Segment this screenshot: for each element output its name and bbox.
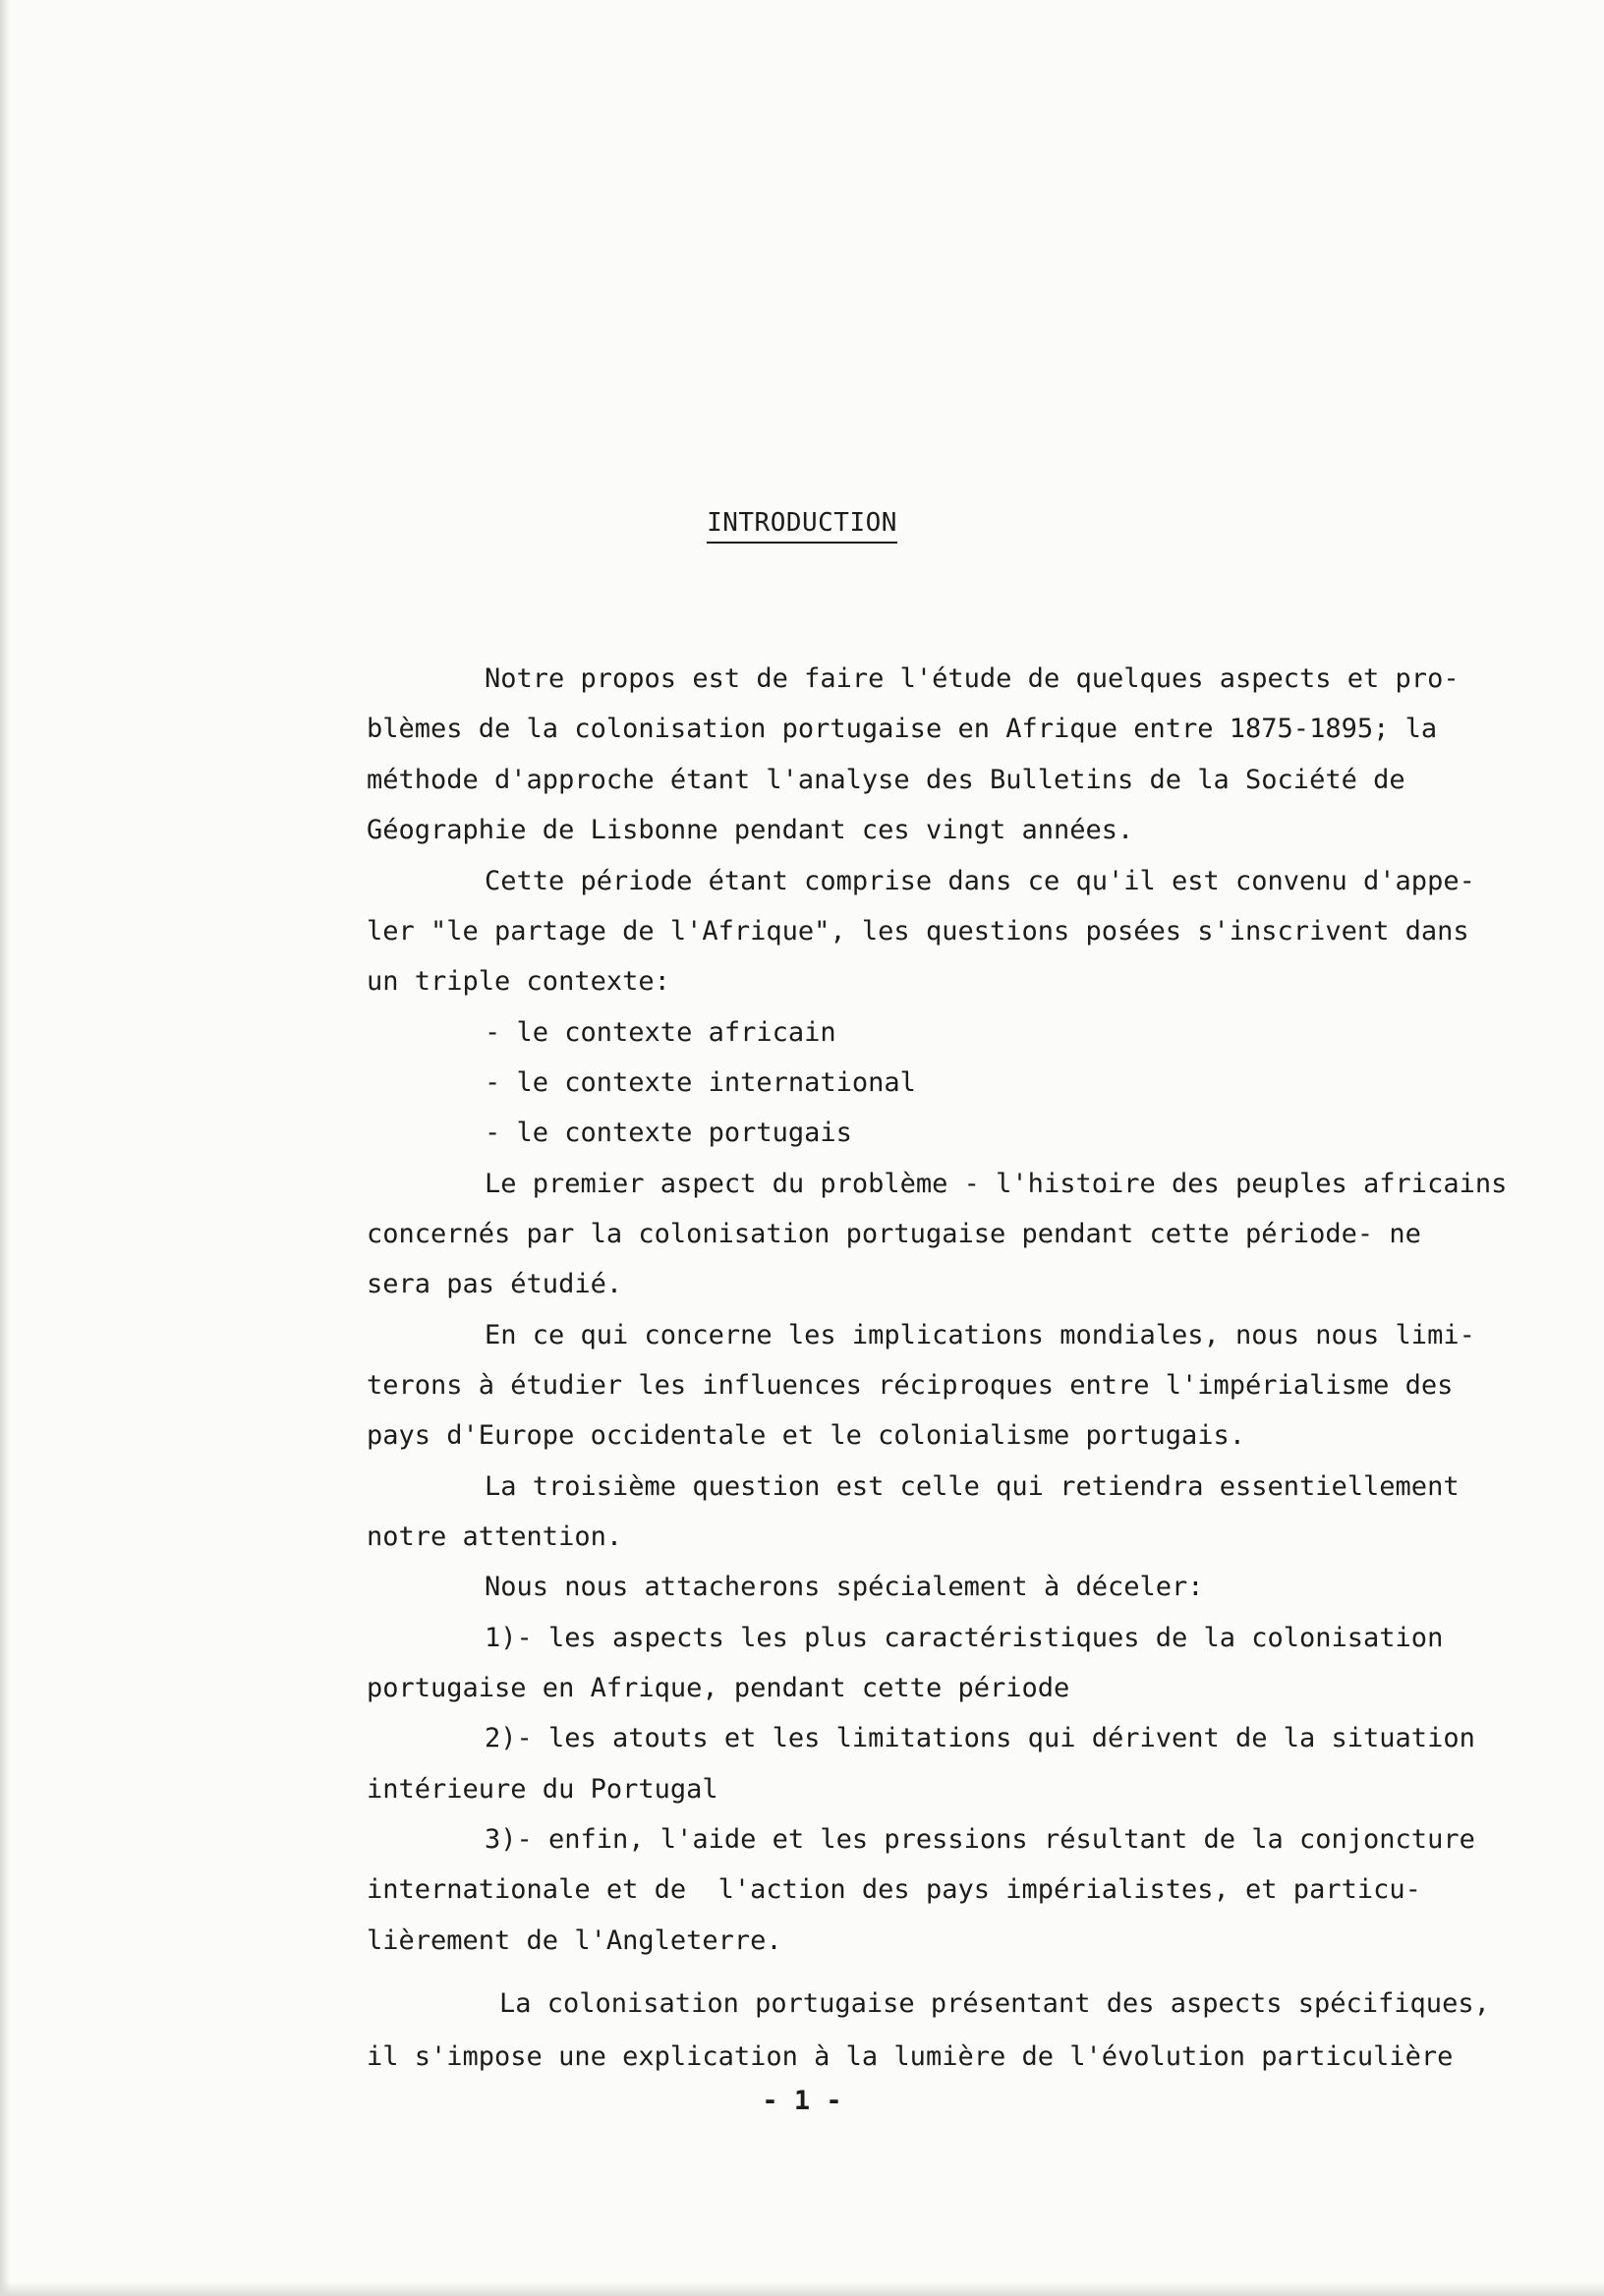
- body-line-17: La troisième question est celle qui retiendra essentiellement: [485, 1471, 1460, 1502]
- body-line-19: Nous nous attacherons spécialement à déceler:: [485, 1572, 1204, 1602]
- scan-edge-left: [0, 0, 10, 2296]
- body-line-2: blèmes de la colonisation portugaise en Afrique entre 1875-1895; la: [367, 714, 1438, 744]
- numbered-item-2-cont: intérieure du Portugal: [367, 1774, 718, 1805]
- numbered-item-1-cont: portugaise en Afrique, pendant cette période: [367, 1673, 1070, 1703]
- numbered-item-1: 1)- les aspects les plus caractéristiques de la colonisation: [485, 1623, 1444, 1653]
- numbered-item-3-cont-2: lièrement de l'Angleterre.: [367, 1925, 782, 1956]
- body-line-4: Géographie de Lisbonne pendant ces vingt années.: [367, 815, 1134, 845]
- body-line-18: notre attention.: [367, 1521, 623, 1552]
- body-line-14: En ce qui concerne les implications mondiales, nous nous limi-: [485, 1320, 1475, 1350]
- body-line-16: pays d'Europe occidentale et le colonialisme portugais.: [367, 1420, 1246, 1451]
- body-line-27: La colonisation portugaise présentant des aspects spécifiques,: [499, 1988, 1490, 2019]
- body-line-12: concernés par la colonisation portugaise pendant cette période- ne: [367, 1219, 1421, 1249]
- body-line-28: il s'impose une explication à la lumière de l'évolution particulière: [367, 2041, 1454, 2072]
- body-line-1: Notre propos est de faire l'étude de quelques aspects et pro-: [485, 663, 1460, 694]
- numbered-item-3: 3)- enfin, l'aide et les pressions résultant de la conjoncture: [485, 1824, 1475, 1855]
- body-line-7: un triple contexte:: [367, 966, 670, 997]
- body-line-5: Cette période étant comprise dans ce qu'il est convenu d'appe-: [485, 866, 1475, 896]
- list-item-portuguese: - le contexte portugais: [485, 1118, 852, 1148]
- body-line-13: sera pas étudié.: [367, 1269, 623, 1299]
- page-title-text: INTRODUCTION: [707, 508, 897, 544]
- page-title: [0, 508, 1604, 544]
- numbered-item-3-cont-1: internationale et de l'action des pays impérialistes, et particu-: [367, 1874, 1421, 1905]
- body-line-3: méthode d'approche étant l'analyse des Bulletins de la Société de: [367, 765, 1405, 795]
- numbered-item-2: 2)- les atouts et les limitations qui dérivent de la situation: [485, 1723, 1475, 1753]
- list-item-african: - le contexte africain: [485, 1017, 836, 1048]
- body-line-15: terons à étudier les influences réciproques entre l'impérialisme des: [367, 1370, 1454, 1401]
- list-item-international: - le contexte international: [485, 1067, 916, 1098]
- body-line-11: Le premier aspect du problème - l'histoire des peuples africains: [485, 1169, 1508, 1199]
- body-line-6: ler "le partage de l'Afrique", les questions posées s'inscrivent dans: [367, 916, 1469, 947]
- page-number: - 1 -: [762, 2086, 842, 2116]
- scan-edge-bottom: [0, 2282, 1604, 2296]
